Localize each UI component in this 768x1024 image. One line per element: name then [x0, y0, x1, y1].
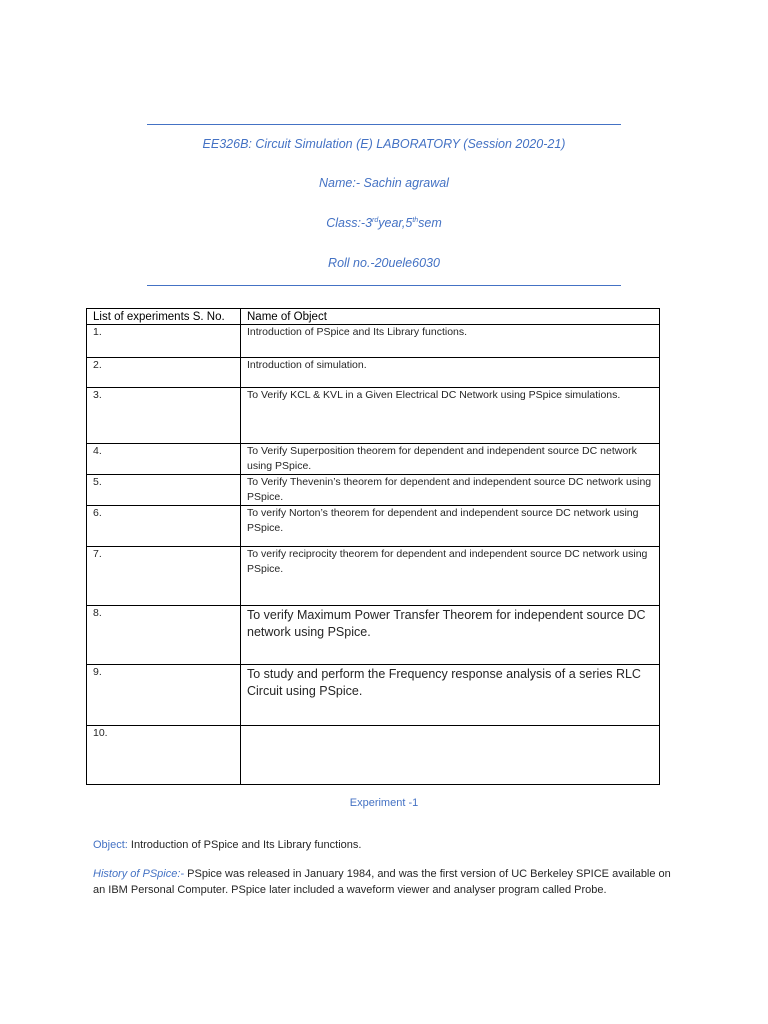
object-cell: To Verify Thevenin’s theorem for dependent and independent source DC network using PSpice. [241, 475, 660, 506]
history-paragraph [93, 867, 683, 898]
history-label: History of PSpice:- [93, 868, 185, 880]
object-text: Introduction of PSpice and Its Library functions. [127, 839, 362, 851]
table-row [87, 726, 660, 785]
table-row [87, 606, 660, 665]
object-cell [241, 726, 660, 785]
serial-cell: 8. [87, 606, 241, 665]
object-cell: Introduction of PSpice and Its Library functions. [241, 325, 660, 358]
table-row [87, 388, 660, 444]
serial-cell: 7. [87, 547, 241, 606]
table-row [87, 665, 660, 726]
serial-cell: 4. [87, 444, 241, 475]
serial-cell: 2. [87, 358, 241, 388]
table-row [87, 325, 660, 358]
object-cell: To verify Norton’s theorem for dependent and independent source DC network using PSpice. [241, 506, 660, 547]
table-header-row [87, 309, 660, 325]
object-cell: To Verify KCL & KVL in a Given Electrical DC Network using PSpice simulations. [241, 388, 660, 444]
table-row [87, 506, 660, 547]
course-title: EE326B: Circuit Simulation (E) LABORATORY (Session 2020-21) [202, 137, 566, 151]
serial-cell: 6. [87, 506, 241, 547]
object-cell: To verify reciprocity theorem for dependent and independent source DC network using PSpice. [241, 547, 660, 606]
header-object: Name of Object [241, 309, 660, 325]
object-cell: To Verify Superposition theorem for dependent and independent source DC network using PSpice. [241, 444, 660, 475]
serial-cell: 5. [87, 475, 241, 506]
object-label: Object: [93, 839, 128, 851]
bottom-divider [147, 285, 621, 286]
header-serial: List of experiments S. No. [87, 309, 241, 325]
object-paragraph [93, 838, 683, 854]
roll-number: Roll no.-20uele6030 [328, 256, 440, 270]
table-row [87, 358, 660, 388]
object-cell: To verify Maximum Power Transfer Theorem for independent source DC network using PSpice. [241, 606, 660, 665]
serial-cell: 3. [87, 388, 241, 444]
serial-cell: 10. [87, 726, 241, 785]
experiments-table [86, 308, 660, 785]
table-row [87, 475, 660, 506]
object-cell: Introduction of simulation. [241, 358, 660, 388]
object-cell: To study and perform the Frequency response analysis of a series RLC Circuit using PSpice. [241, 665, 660, 726]
history-text: PSpice was released in January 1984, and was the first version of UC Berkeley SPICE available on an IBM Personal Computer. PSpice later included a waveform viewer and analyser program called Probe. [93, 868, 671, 896]
student-class: Class:-3rdyear,5thsem [326, 216, 442, 230]
student-name: Name:- Sachin agrawal [319, 176, 449, 190]
serial-cell: 9. [87, 665, 241, 726]
table-row [87, 444, 660, 475]
top-divider [147, 124, 621, 125]
serial-cell: 1. [87, 325, 241, 358]
experiment-title: Experiment -1 [349, 797, 419, 809]
table-row [87, 547, 660, 606]
